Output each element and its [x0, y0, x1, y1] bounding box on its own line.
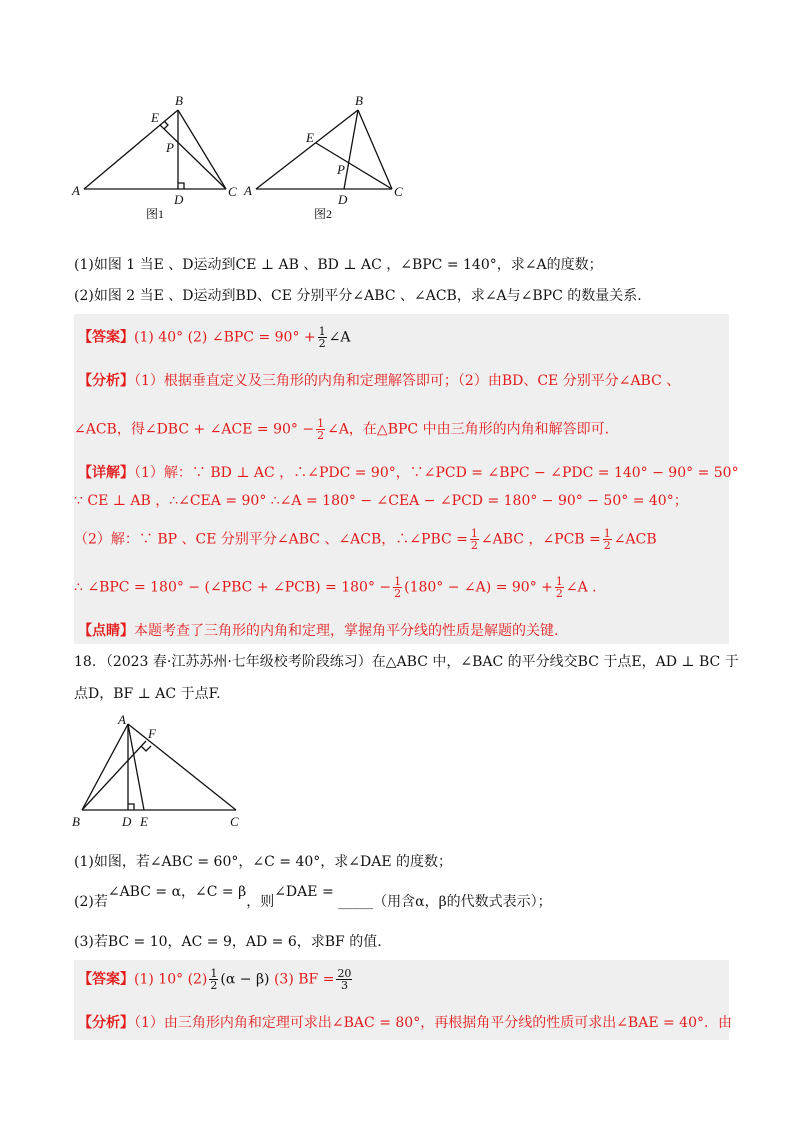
fig3-label-D: D [122, 814, 132, 829]
detail-17-text3c: ∠ACB [613, 531, 657, 548]
answer-17-a2: (2) ∠BPC = 90° + [187, 329, 316, 346]
detail-17-frac2: $\frac{1}{2}$ [603, 527, 611, 552]
analysis-17-text1: （1）根据垂直定义及三角形的内角和定理解答即可；（2）由BD、CE 分别平分∠ABC 、 [134, 373, 681, 389]
answer-18-a2-post: (α − β) [220, 971, 270, 988]
fig2-label-B: B [355, 93, 363, 108]
analysis-17-line2 [74, 418, 609, 441]
analysis-18-line [78, 1012, 732, 1032]
analysis-17-line1 [78, 370, 680, 390]
q18-part2 [74, 884, 552, 912]
comment-17-text: 本题考查了三角形的内角和定理，掌握角平分线的性质是解题的关键. [134, 623, 559, 639]
detail-17-text4c: ∠A . [565, 579, 597, 596]
detail-17-line2: ∵ CE ⊥ AB ，∴∠CEA = 90° ∴∠A = 180° − ∠CEA − ∠PCD = 180° − 90° − 50° = 40°； [74, 493, 688, 509]
answer-18-a3-pre: (3) BF = [273, 971, 335, 988]
fig1-label-D: D [174, 192, 184, 207]
q18-stem-line1: 18．（2023 春·江苏苏州·七年级校考阶段练习）在△ABC 中，∠BAC 的平分线交BC 于点E，AD ⊥ BC 于 [74, 654, 739, 670]
answer-18-line [78, 968, 354, 991]
detail-17-line1 [78, 462, 739, 482]
fig2-label-A: A [244, 183, 252, 198]
detail-17-line4 [74, 576, 597, 599]
fig3-label-A: A [118, 712, 126, 727]
fig1-label-E: E [151, 110, 159, 125]
fig2-label-C: C [394, 184, 403, 199]
q18-part2-a: (2)若 [74, 894, 108, 910]
q18-part2-c: ，则 [246, 894, 275, 910]
fig2-label-E: E [306, 130, 314, 145]
answer-17-a2-post: ∠A [328, 329, 351, 346]
fig1-label-A: A [72, 183, 80, 198]
answer-tag: 【答案】 [78, 329, 134, 346]
detail-17-text3a: （2）解：∵ BP 、CE 分别平分∠ABC 、∠ACB，∴∠PBC = [74, 531, 468, 548]
fig2-label-P: P [337, 162, 345, 177]
answer-17-line [78, 326, 350, 349]
detail-17-line3 [74, 528, 657, 551]
comment-17-line [78, 620, 558, 640]
analysis-17-text2b: ∠A，在△BPC 中由三角形的内角和解答即可. [327, 421, 610, 438]
detail-tag: 【详解】 [78, 465, 134, 481]
fig3-label-F: F [148, 726, 156, 741]
q18-part2-e: （用含α，β的代数式表示）； [373, 894, 552, 910]
answer-box-17 [74, 314, 739, 644]
detail-17-text1: （1）解：∵ BD ⊥ AC ，∴∠PDC = 90°，∵∠PCD = ∠BPC − ∠PDC = 140° − 90° = 50° [134, 465, 739, 481]
fig1-caption: 图1 [146, 207, 165, 221]
fig1-label-P: P [166, 140, 174, 155]
analysis-17-text2a: ∠ACB，得∠DBC + ∠ACE = 90° − [74, 421, 315, 438]
fig1-label-B: B [175, 93, 183, 108]
answer-18-a1: (1) 10° [134, 971, 184, 988]
detail-17-frac3: $\frac{1}{2}$ [394, 575, 402, 600]
q18-part2-b: ∠ABC = α，∠C = β [107, 884, 247, 900]
detail-17-text4b: (180° − ∠A) = 90° + [404, 579, 553, 596]
detail-17-frac1: $\frac{1}{2}$ [470, 527, 478, 552]
figure-1 [68, 92, 248, 222]
answer-18-tag: 【答案】 [78, 971, 134, 988]
figure-2 [240, 92, 420, 222]
q18-part3: (3)若BC = 10，AC = 9，AD = 6，求BF 的值. [74, 934, 382, 950]
figure-3 [68, 710, 258, 834]
fig3-label-E: E [140, 814, 148, 829]
q18-part1: (1)如图，若∠ABC = 60°，∠C = 40°，求∠DAE 的度数； [74, 854, 452, 870]
fig1-label-C: C [228, 184, 237, 199]
q17-part1: (1)如图 1 当E 、D运动到CE ⊥ AB 、BD ⊥ AC ，∠BPC = 140°，求∠A的度数； [74, 257, 603, 273]
answer-17-frac: $\frac{1}{2}$ [318, 325, 326, 350]
answer-17-a1: (1) 40° [134, 329, 184, 346]
detail-17-text3b: ∠ABC ，∠PCB = [480, 531, 601, 548]
q18-part2-blank[interactable]: _____ [338, 894, 374, 910]
answer-box-18 [74, 960, 732, 1040]
q18-part2-d: ∠DAE = [274, 884, 334, 900]
fig2-caption: 图2 [314, 207, 333, 221]
answer-18-a2-pre: (2) [187, 971, 208, 988]
q18-stem-line2: 点D，BF ⊥ AC 于点F. [74, 686, 221, 702]
fig2-label-D: D [338, 192, 348, 207]
analysis-17-frac: $\frac{1}{2}$ [317, 417, 325, 442]
analysis-18-tag: 【分析】 [78, 1015, 134, 1031]
answer-18-frac1: $\frac{1}{2}$ [210, 967, 218, 992]
analysis-18-text: （1）由三角形内角和定理可求出∠BAC = 80°，再根据角平分线的性质可求出∠BAE = 40°．由 [134, 1015, 732, 1031]
answer-18-frac2: $\frac{20}{3}$ [337, 967, 352, 992]
fig3-label-C: C [230, 814, 239, 829]
detail-17-text4a: ∴ ∠BPC = 180° − (∠PBC + ∠PCB) = 180° − [74, 579, 392, 596]
fig3-label-B: B [72, 814, 80, 829]
q17-part2: (2)如图 2 当E 、D运动到BD、CE 分别平分∠ABC 、∠ACB，求∠A与∠BPC 的数量关系. [74, 288, 642, 304]
analysis-tag: 【分析】 [78, 373, 134, 389]
detail-17-frac4: $\frac{1}{2}$ [555, 575, 563, 600]
comment-tag: 【点睛】 [78, 623, 134, 639]
